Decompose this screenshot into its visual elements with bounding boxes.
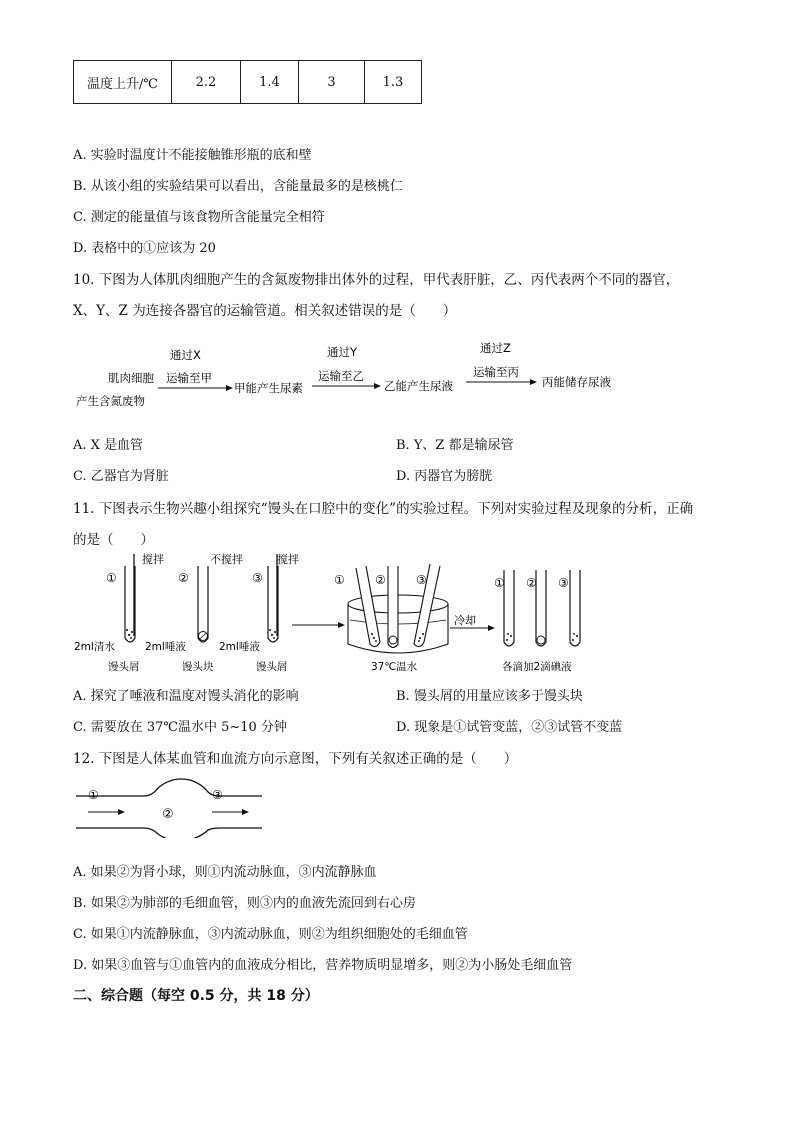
q10-option-d: D. 丙器官为膀胱 <box>396 469 493 484</box>
table-cell: 1.4 <box>241 61 299 104</box>
q11-stem-line1: 11. 下图表示生物兴趣小组探究“馒头在口腔中的变化”的实验过程。下列对实验过程及现象的分析，正确 <box>73 501 694 517</box>
arrow-head-z <box>530 379 537 385</box>
tube3-number: ③ <box>252 571 263 585</box>
tube2-number: ② <box>178 571 189 585</box>
iodine-label: 各滴加2滴碘液 <box>502 661 572 673</box>
tube1-stir-label: 搅拌 <box>142 553 164 566</box>
table-cell: 1.3 <box>365 61 422 104</box>
cool-label: 冷却 <box>454 614 476 627</box>
q12-stem: 12. 下图是人体某血管和血流方向示意图，下列有关叙述正确的是（ ） <box>73 751 518 767</box>
q9-option-a: A. 实验时温度计不能接触锥形瓶的底和壁 <box>73 148 312 163</box>
flow-via-y: 通过Y <box>327 345 358 359</box>
arrow-head-y <box>374 383 381 389</box>
q10-flow-diagram <box>60 338 680 418</box>
q11-stem-line2: 的是（ ） <box>73 532 154 548</box>
flow-via-z: 通过Z <box>480 341 511 355</box>
arrow-head-x <box>226 385 233 391</box>
tube2 <box>198 566 208 642</box>
tube3-liquid-label: 2ml唾液 <box>219 641 260 653</box>
flow-yi: 乙能产生尿液 <box>384 379 453 393</box>
q11-option-a: A. 探究了唾液和温度对馒头消化的影响 <box>73 689 299 704</box>
tube1-bread-label: 馒头屑 <box>108 661 140 673</box>
q10-option-c: C. 乙器官为肾脏 <box>73 469 169 484</box>
flow-bing: 丙能储存尿液 <box>542 375 611 389</box>
tube3-bread-label: 馒头屑 <box>256 661 288 673</box>
tube2-liquid-label: 2ml唾液 <box>145 641 186 653</box>
tube1-liquid-label: 2ml清水 <box>74 641 115 653</box>
flow-to-bing: 运输至丙 <box>473 365 519 379</box>
final-tube3-number: ③ <box>558 576 569 590</box>
vessel-label-3: ③ <box>212 788 223 802</box>
final-tube1-number: ① <box>494 576 505 590</box>
row-label: 温度上升/℃ <box>74 61 172 104</box>
flow-to-yi: 运输至乙 <box>318 369 364 383</box>
flow-start-line2: 产生含氮废物 <box>76 394 145 408</box>
q9-option-b: B. 从该小组的实验结果可以看出，含能量最多的是核桃仁 <box>73 179 403 194</box>
q9-option-d: D. 表格中的①应该为 20 <box>73 241 216 256</box>
table-cell: 3 <box>299 61 365 104</box>
q11-option-c: C. 需要放在 37℃温水中 5~10 分钟 <box>73 720 287 735</box>
vessel-top-wall <box>76 779 262 796</box>
table-cell: 2.2 <box>172 61 241 104</box>
bath-tube2-number: ② <box>375 573 386 587</box>
flow-to-jia: 运输至甲 <box>166 371 212 385</box>
q10-option-a: A. X 是血管 <box>73 438 144 453</box>
q10-stem-line1: 10. 下图为人体肌肉细胞产生的含氮废物排出体外的过程，甲代表肝脏，乙、丙代表两个不同的器官， <box>73 272 680 288</box>
flow-via-x: 通过X <box>170 348 201 362</box>
bath-tube3-number: ③ <box>416 573 427 587</box>
section-2-heading: 二、综合题（每空 0.5 分，共 18 分） <box>73 988 319 1004</box>
final-tube1 <box>504 570 514 646</box>
final-tube2 <box>536 570 546 646</box>
q10-stem-line2: X、Y、Z 为连接各器官的运输管道。相关叙述错误的是（ ） <box>73 303 457 319</box>
q10-option-b: B. Y、Z 都是输尿管 <box>396 438 514 453</box>
tube1-number: ① <box>106 571 117 585</box>
q12-option-b: B. 如果②为肺部的毛细血管，则③内的血液先流回到右心房 <box>73 896 416 911</box>
bath-label: 37℃温水 <box>371 661 418 673</box>
final-tube3 <box>570 570 580 646</box>
vessel-bottom-wall <box>76 828 262 838</box>
final-tube2-number: ② <box>526 576 537 590</box>
q11-experiment-diagram <box>70 548 630 680</box>
bath-tube1-number: ① <box>334 573 345 587</box>
q12-option-d: D. 如果③血管与①血管内的血液成分相比，营养物质明显增多，则②为小肠处毛细血管 <box>73 958 573 973</box>
q11-option-b: B. 馒头屑的用量应该多于馒头块 <box>396 689 583 704</box>
q12-option-a: A. 如果②为肾小球，则①内流动脉血，③内流静脉血 <box>73 865 377 880</box>
vessel-label-1: ① <box>88 788 99 802</box>
tube2-bread-label: 馒头块 <box>182 661 214 673</box>
flow-start-line1: 肌肉细胞 <box>108 371 154 385</box>
q12-option-c: C. 如果①内流静脉血，③内流动脉血，则②为组织细胞处的毛细血管 <box>73 927 468 942</box>
q9-option-c: C. 测定的能量值与该食物所含能量完全相符 <box>73 210 325 225</box>
table-row <box>74 61 422 104</box>
tube2-no-stir-label: 不搅拌 <box>210 553 243 566</box>
bath-tube2 <box>388 566 398 648</box>
flow-jia: 甲能产生尿素 <box>234 381 303 395</box>
q11-option-d: D. 现象是①试管变蓝，②③试管不变蓝 <box>396 720 623 735</box>
result-table <box>73 60 422 104</box>
q12-vessel-diagram <box>72 776 272 838</box>
vessel-label-2: ② <box>162 807 174 822</box>
tube3-stir-label: 搅拌 <box>277 553 299 566</box>
